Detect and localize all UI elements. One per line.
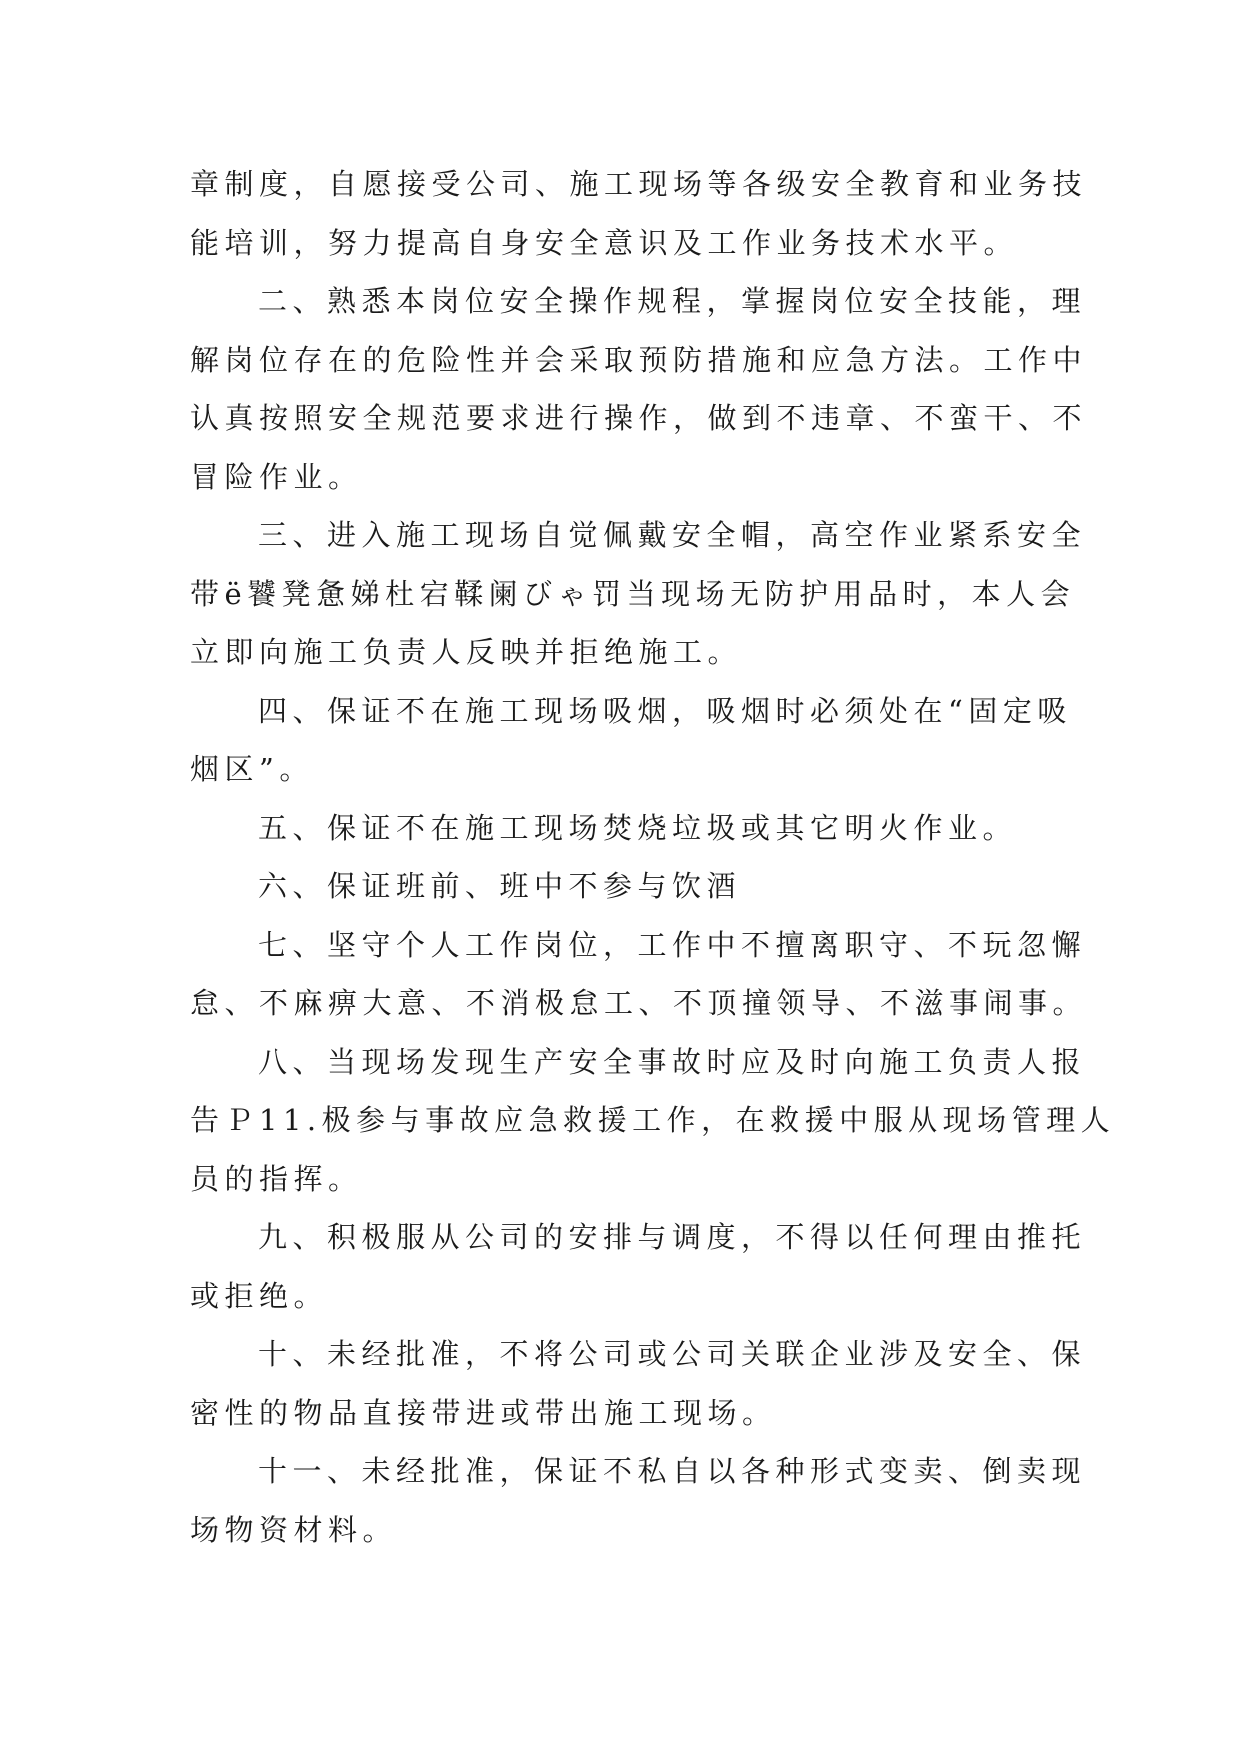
text-line: 烟区”。 — [190, 752, 314, 786]
text-line: 立即向施工负责人反映并拒绝施工。 — [190, 635, 743, 669]
clause-10-line: 十、未经批准，不将公司或公司关联企业涉及安全、保 — [258, 1337, 1087, 1371]
text-line: 告Ｐ11.极参与事故应急救援工作，在救援中服从现场管理人 — [190, 1103, 1116, 1137]
text-line: 冒险作业。 — [190, 459, 363, 494]
text-line: 员的指挥。 — [190, 1161, 363, 1196]
clause-6-line: 六、保证班前、班中不参与饮酒 — [258, 869, 742, 903]
text-line: 怠、不麻痹大意、不消极怠工、不顶撞领导、不滋事闹事。 — [190, 986, 1088, 1020]
text-line: 带ë饕凳惫娣杜宕鞣阑びゃ罚当现场无防护用品时，本人会 — [190, 576, 1076, 611]
clause-11-line: 十一、未经批准，保证不私自以各种形式变卖、倒卖现 — [258, 1454, 1087, 1488]
text-line: 或拒绝。 — [190, 1278, 329, 1313]
text-line: 章制度，自愿接受公司、施工现场等各级安全教育和业务技 — [190, 167, 1088, 201]
clause-7-line: 七、坚守个人工作岗位，工作中不擅离职守、不玩忽懈 — [258, 927, 1087, 962]
clause-4-line: 四、保证不在施工现场吸烟，吸烟时必须处在“固定吸 — [258, 693, 1072, 728]
document-page — [190, 155, 1116, 1559]
text-line: 能培训，努力提高自身安全意识及工作业务技术水平。 — [190, 225, 1019, 260]
text-line: 认真按照安全规范要求进行操作，做到不违章、不蛮干、不 — [190, 401, 1088, 435]
text-line: 解岗位存在的危险性并会采取预防措施和应急方法。工作中 — [190, 342, 1088, 377]
text-line: 密性的物品直接带进或带出施工现场。 — [190, 1395, 777, 1430]
clause-9-line: 九、积极服从公司的安排与调度，不得以任何理由推托 — [258, 1220, 1087, 1254]
clause-2-line: 二、熟悉本岗位安全操作规程，掌握岗位安全技能，理 — [258, 284, 1087, 318]
clause-5-line: 五、保证不在施工现场焚烧垃圾或其它明火作业。 — [258, 810, 1018, 845]
text-line: 场物资材料。 — [190, 1512, 398, 1547]
clause-8-line: 八、当现场发现生产安全事故时应及时向施工负责人报 — [258, 1044, 1087, 1079]
clause-3-line: 三、进入施工现场自觉佩戴安全帽，高空作业紧系安全 — [258, 518, 1087, 552]
